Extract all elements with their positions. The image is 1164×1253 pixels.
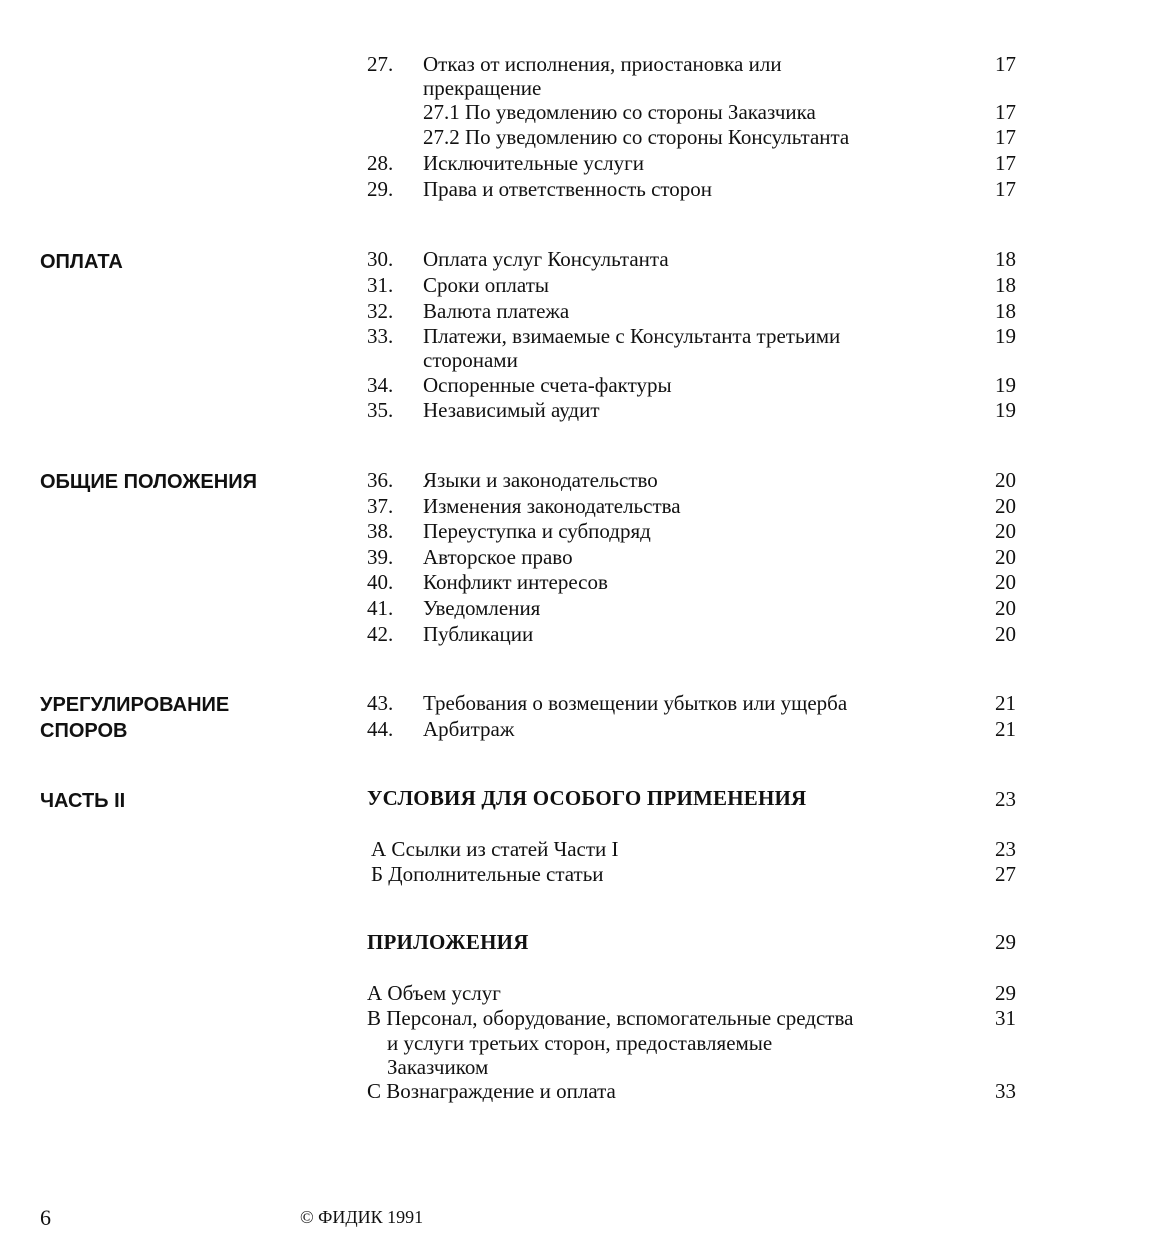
entry-number: 29. (367, 177, 394, 201)
entry-title: Права и ответственность сторон (423, 177, 713, 201)
entry-title: Платежи, взимаемые с Консультанта третьими (423, 324, 841, 348)
entry-number: 28. (367, 151, 394, 175)
entry-page: 23 (995, 787, 1016, 811)
entry-title: Публикации (423, 622, 534, 646)
entry-number: 40. (367, 570, 394, 594)
entry-title: С Вознаграждение и оплата (367, 1079, 616, 1103)
entry-page: 17 (995, 125, 1016, 149)
entry-title: А Объем услуг (367, 981, 501, 1005)
entry-number: 30. (367, 247, 394, 271)
entry-title-continued: сторонами (423, 348, 518, 372)
entry-title: Переуступка и субподряд (423, 519, 651, 543)
subentry-title: 27.2 По уведомлению со стороны Консультанта (423, 125, 850, 149)
entry-number: 37. (367, 494, 394, 518)
entry-page: 19 (995, 398, 1016, 422)
entry-page: 19 (995, 373, 1016, 397)
entry-page: 18 (995, 273, 1016, 297)
entry-title-continued: прекращение (423, 76, 542, 100)
entry-title: Исключительные услуги (423, 151, 644, 175)
entry-title: Независимый аудит (423, 398, 600, 422)
footer-copyright: © ФИДИК 1991 (300, 1207, 424, 1227)
entry-title: Требования о возмещении убытков или ущерба (423, 691, 848, 715)
entry-number: 41. (367, 596, 394, 620)
entry-title: Конфликт интересов (423, 570, 608, 594)
entry-page: 20 (995, 545, 1016, 569)
entry-title: Б Дополнительные статьи (371, 862, 604, 886)
entry-title: Оплата услуг Консультанта (423, 247, 669, 271)
entry-page: 27 (995, 862, 1016, 886)
part-ii-heading: УСЛОВИЯ ДЛЯ ОСОБОГО ПРИМЕНЕНИЯ (367, 786, 807, 810)
entry-page: 18 (995, 299, 1016, 323)
entry-number: 33. (367, 324, 394, 348)
entry-page: 20 (995, 622, 1016, 646)
entry-page: 21 (995, 691, 1016, 715)
entry-title: Сроки оплаты (423, 273, 549, 297)
entry-page: 23 (995, 837, 1016, 861)
subentry-title: 27.1 По уведомлению со стороны Заказчика (423, 100, 816, 124)
entry-page: 31 (995, 1006, 1016, 1030)
entry-title: Валюта платежа (423, 299, 570, 323)
entry-page: 17 (995, 100, 1016, 124)
section-heading-general: ОБЩИЕ ПОЛОЖЕНИЯ (40, 471, 257, 493)
entry-page: 19 (995, 324, 1016, 348)
entry-title: Уведомления (423, 596, 541, 620)
entry-number: 27. (367, 52, 394, 76)
entry-page: 33 (995, 1079, 1016, 1103)
section-heading-disputes-line2: СПОРОВ (40, 720, 128, 742)
section-heading-payment: ОПЛАТА (40, 251, 123, 273)
entry-title: Оспоренные счета-фактуры (423, 373, 672, 397)
entry-number: 42. (367, 622, 394, 646)
entry-number: 44. (367, 717, 394, 741)
footer-page-number: 6 (40, 1205, 51, 1230)
entry-page: 29 (995, 981, 1016, 1005)
entry-number: 43. (367, 691, 394, 715)
entry-page: 20 (995, 596, 1016, 620)
entry-page: 20 (995, 519, 1016, 543)
entry-page: 20 (995, 494, 1016, 518)
entry-page: 17 (995, 52, 1016, 76)
entry-title: Авторское право (423, 545, 573, 569)
entry-title: Языки и законодательство (423, 468, 658, 492)
entry-title-continued: и услуги третьих сторон, предоставляемые (387, 1031, 773, 1055)
entry-number: 39. (367, 545, 394, 569)
entry-title: В Персонал, оборудование, вспомогательные средства (367, 1006, 854, 1030)
entry-title-continued: Заказчиком (387, 1055, 489, 1079)
entry-number: 38. (367, 519, 394, 543)
entry-title: Отказ от исполнения, приостановка или (423, 52, 782, 76)
entry-number: 31. (367, 273, 394, 297)
entry-page: 29 (995, 930, 1016, 954)
entry-number: 36. (367, 468, 394, 492)
entry-title: Арбитраж (423, 717, 515, 741)
entry-page: 18 (995, 247, 1016, 271)
entry-title: А Ссылки из статей Части I (371, 837, 619, 861)
entry-page: 20 (995, 570, 1016, 594)
entry-title: Изменения законодательства (423, 494, 681, 518)
entry-number: 34. (367, 373, 394, 397)
appendices-heading: ПРИЛОЖЕНИЯ (367, 930, 529, 954)
entry-page: 17 (995, 151, 1016, 175)
entry-page: 20 (995, 468, 1016, 492)
entry-number: 35. (367, 398, 394, 422)
entry-page: 21 (995, 717, 1016, 741)
entry-page: 17 (995, 177, 1016, 201)
section-heading-part-ii: ЧАСТЬ II (40, 790, 126, 812)
entry-number: 32. (367, 299, 394, 323)
section-heading-disputes: УРЕГУЛИРОВАНИЕ (40, 694, 230, 716)
